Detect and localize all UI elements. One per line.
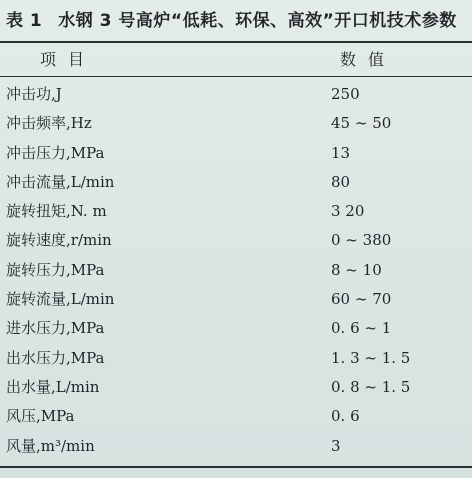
table-row: [0, 285, 472, 314]
parameter-name: 旋转流量,L/min: [6, 290, 115, 309]
parameter-value: 3: [331, 436, 341, 455]
parameter-value: 3 20: [331, 202, 365, 221]
table-row: [0, 373, 472, 402]
table-title: 水钢 3 号高炉“低耗、环保、高效”开口机技术参数: [58, 11, 457, 31]
parameter-name: 冲击频率,Hz: [6, 114, 92, 133]
table-row: [0, 344, 472, 373]
parameter-value: 8 ~ 10: [331, 260, 382, 279]
parameter-name: 旋转压力,MPa: [6, 260, 105, 279]
parameter-name: 冲击流量,L/min: [6, 172, 115, 191]
column-header-value: 数值: [340, 50, 397, 69]
parameter-name: 冲击功,J: [6, 85, 62, 103]
parameter-value: 0. 6 ~ 1: [331, 319, 392, 338]
table-caption: [6, 6, 472, 36]
table-row: [0, 402, 472, 431]
table-row: [0, 432, 472, 461]
parameter-name: 风量,m³/min: [6, 436, 95, 455]
table-number: 表 1: [6, 11, 43, 31]
table-row: [0, 256, 472, 285]
table-row: [0, 314, 472, 343]
parameter-name: 风压,MPa: [6, 407, 75, 426]
parameter-value: 60 ~ 70: [331, 290, 392, 309]
table-header-rule: [0, 76, 472, 77]
parameter-value: 0. 6: [331, 407, 360, 426]
table-row: [0, 168, 472, 197]
parameter-name: 冲击压力,MPa: [6, 143, 105, 162]
parameter-name: 出水量,L/min: [6, 377, 100, 396]
parameter-value: 1. 3 ~ 1. 5: [331, 348, 411, 367]
parameter-name: 旋转速度,r/min: [6, 231, 112, 250]
parameter-value: 250: [331, 85, 360, 103]
parameter-value: 45 ~ 50: [331, 114, 392, 133]
column-header-item: 项目: [40, 50, 97, 69]
table-row: [0, 109, 472, 138]
parameter-name: 进水压力,MPa: [6, 319, 105, 338]
table-row: [0, 197, 472, 226]
table-body: [0, 80, 472, 461]
parameter-value: 0. 8 ~ 1. 5: [331, 377, 411, 396]
parameter-name: 出水压力,MPa: [6, 348, 105, 367]
table-row: [0, 139, 472, 168]
parameter-value: 80: [331, 172, 351, 191]
parameter-value: 13: [331, 143, 351, 162]
table-row: [0, 226, 472, 255]
parameter-name: 旋转扭矩,N. m: [6, 202, 107, 221]
table-row: [0, 80, 472, 109]
parameter-value: 0 ~ 380: [331, 231, 392, 250]
table-bottom-rule: [0, 466, 472, 468]
